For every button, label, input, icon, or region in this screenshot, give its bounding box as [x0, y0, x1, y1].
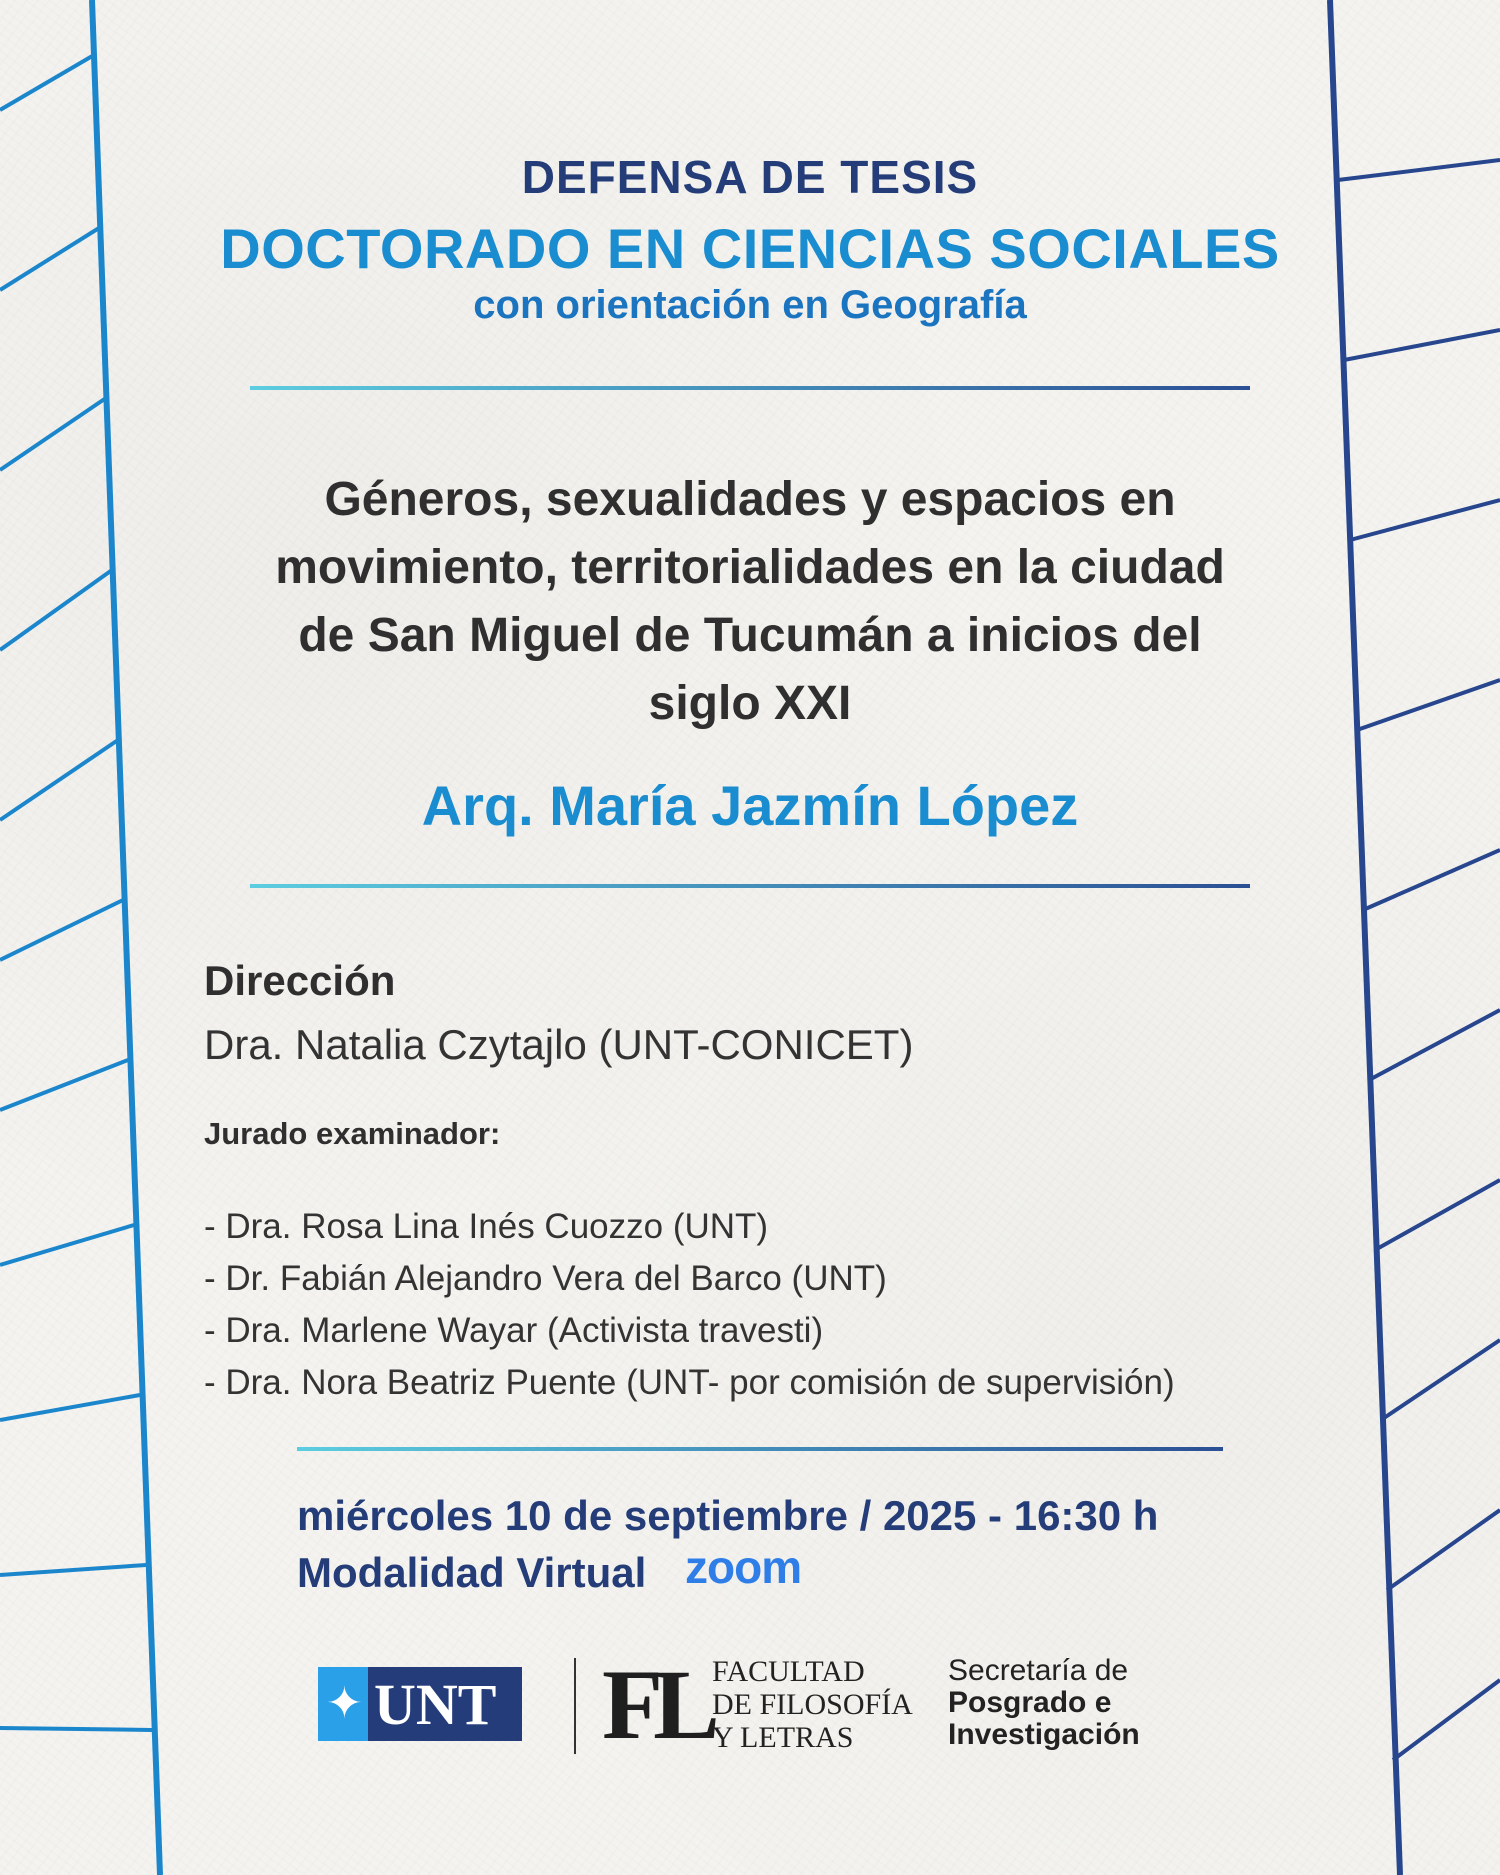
thesis-author: Arq. María Jazmín López: [421, 774, 1079, 837]
direction-label: Dirección: [204, 957, 396, 1004]
program-title: DOCTORADO EN CIENCIAS SOCIALES: [220, 217, 1280, 280]
jury-member: - Dra. Marlene Wayar (Activista travesti): [204, 1311, 824, 1350]
jury-list: [204, 1201, 1175, 1409]
unt-logo: [318, 1667, 522, 1741]
divider-top: [250, 386, 1250, 390]
ffl-line: Y LETRAS: [712, 1721, 854, 1754]
director-name: Dra. Natalia Czytajlo (UNT-CONICET): [204, 1021, 914, 1068]
divider-bottom: [297, 1447, 1223, 1451]
right-frame-line: [1330, 0, 1400, 1875]
thesis-title: [200, 466, 1300, 738]
star-icon: ✦: [326, 1679, 363, 1728]
thesis-title-line: Géneros, sexualidades y espacios en: [324, 473, 1176, 526]
jury-member: - Dra. Rosa Lina Inés Cuozzo (UNT): [204, 1207, 769, 1246]
ffl-monogram: FL: [602, 1649, 710, 1760]
jury-member: - Dra. Nora Beatriz Puente (UNT- por comisión de supervisión): [204, 1363, 1175, 1402]
jury-label: Jurado examinador:: [204, 1116, 501, 1151]
program-orientation: con orientación en Geografía: [473, 283, 1027, 327]
ffl-line: FACULTAD: [712, 1655, 865, 1688]
secretaria-logo: [948, 1655, 1140, 1751]
logo-separator: [574, 1658, 576, 1754]
jury-member: - Dr. Fabián Alejandro Vera del Barco (UNT): [204, 1259, 887, 1298]
event-datetime: miércoles 10 de septiembre / 2025 - 16:30 h: [297, 1492, 1159, 1539]
thesis-title-line: movimiento, territorialidades en la ciudad: [275, 541, 1225, 594]
zoom-logo: zoom: [685, 1541, 802, 1593]
thesis-title-line: siglo XXI: [648, 677, 852, 730]
left-frame-line: [92, 0, 160, 1875]
secretaria-line: Secretaría de: [948, 1654, 1129, 1687]
event-modality: Modalidad Virtual: [297, 1549, 647, 1596]
ffl-line: DE FILOSOFÍA: [712, 1688, 913, 1721]
secretaria-line-bold: Posgrado e: [948, 1686, 1112, 1719]
right-hatches: [1338, 160, 1500, 1760]
thesis-title-line: de San Miguel de Tucumán a inicios del: [298, 609, 1202, 662]
unt-logo-text: UNT: [374, 1672, 497, 1737]
divider-middle: [250, 884, 1250, 888]
ffl-logo-text: [712, 1655, 913, 1754]
secretaria-line-bold: Investigación: [948, 1718, 1140, 1751]
event-kicker: DEFENSA DE TESIS: [521, 151, 979, 203]
